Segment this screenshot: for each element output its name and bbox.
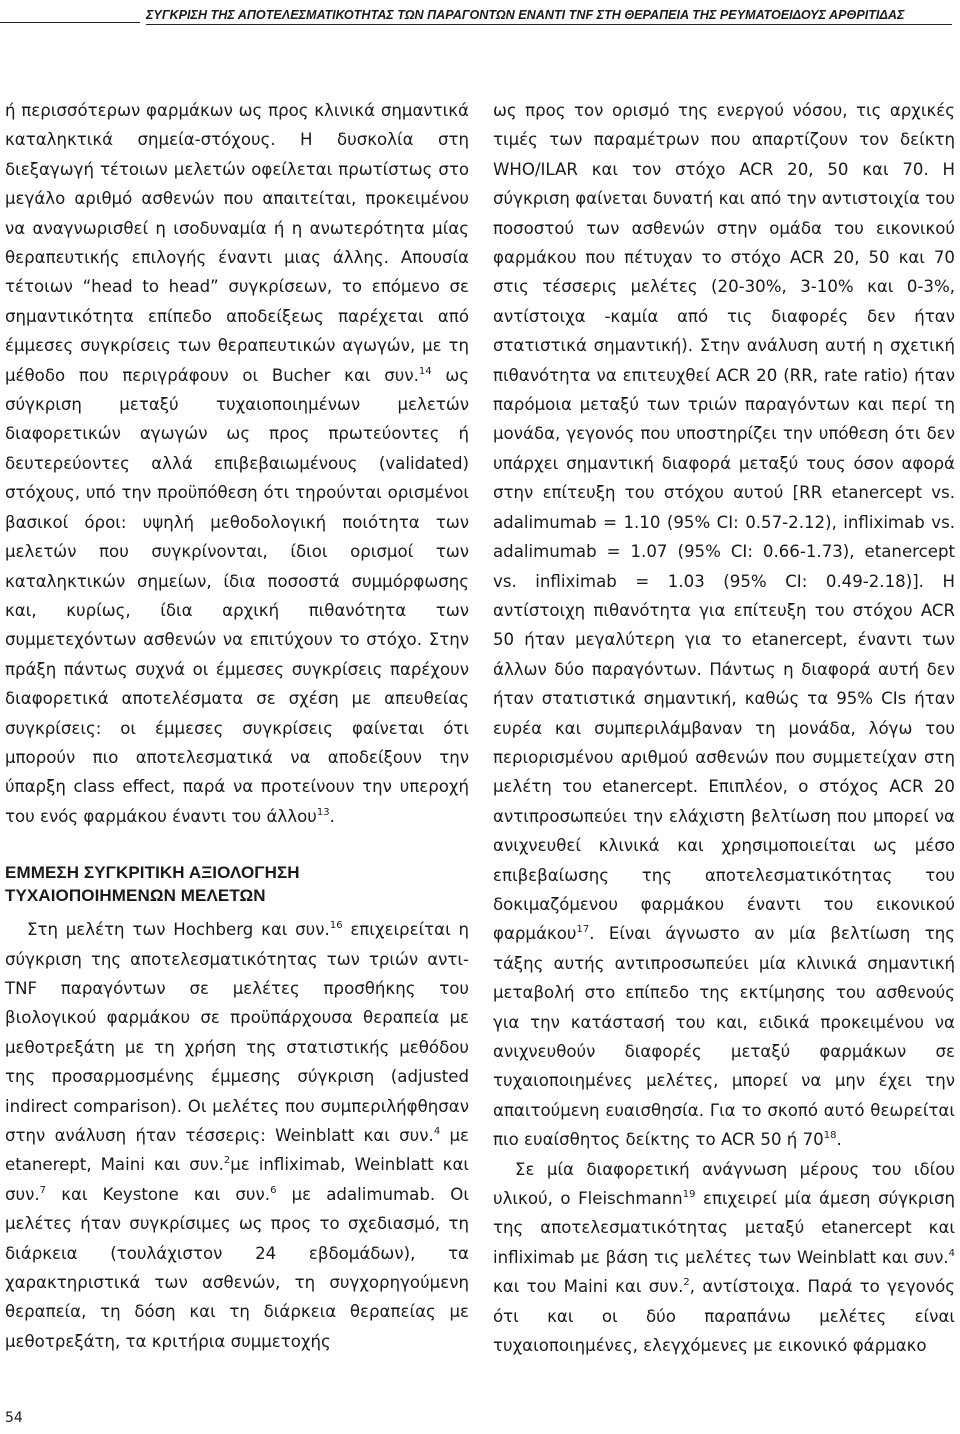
citation-ref: 14	[418, 365, 432, 377]
left-column	[5, 96, 469, 1356]
citation-ref: 2	[223, 1155, 231, 1167]
header-rule	[0, 22, 140, 23]
body-paragraph: ή περισσότερων φαρμάκων ως προς κλινικά σημαντικά καταληκτικά σημεία-στόχους. Η δυσκολία στη διεξαγωγή τέτοιων μελετών οφείλεται πρωτίστως στο μεγάλο αριθμό ασθενών που απαιτείται, προκειμένου να αναγνωρισθεί η ισοδυναμία ή η ανωτερότητα μίας θεραπευτικής επιλογής έναντι μιας άλλης. Απουσία τέτοιων “head to head” συγκρίσεων, το επόμενο σε σημαντικότητα επίπεδο αποδείξεως παρέχεται από έμμεσες συγκρίσεις των θεραπευτικών αγωγών, με τη μέθοδο που περιγράφουν οι Bucher και συν.$^{14}$ ως σύγκριση μεταξύ τυχαιοποιημένων μελετών διαφορετικών αγωγών ως προς πρωτεύοντες ή δευτερεύοντες αλλά επιβεβαιωμένους (validated) στόχους, υπό την προϋπόθεση ότι τηρούνται ορισμένοι βασικοί όροι: υψηλή μεθοδολογική ποιότητα των μελετών που συγκρίνονται, ίδιοι ορισμοί των καταληκτικών σημείων, ίδια ποσοστά συμμόρφωσης και, κυρίως, ίδια αρχική πιθανότητα των συμμετεχόντων ασθενών να επιτύχουν το στόχο. Στην πράξη πάντως συχνά οι έμμεσες συγκρίσεις παρέχουν διαφορετικά αποτελέσματα σε σχέση με απευθείας συγκρίσεις: οι έμμεσες συγκρίσεις φαίνεται ότι μπορούν πιο αποτελεσματικά να αποδείξουν την ύπαρξη class effect, παρά να προτείνουν την υπεροχή του ενός φαρμάκου έναντι του άλλου$^{13}$.	[5, 101, 469, 826]
citation-ref: 17	[576, 924, 590, 936]
body-paragraph: Στη μελέτη των Hochberg και συν.$^{16}$ επιχειρείται η σύγκριση της αποτελεσματικότητας των τριών αντι-TNF παραγόντων σε μελέτες προσθήκης του βιολογικού φαρμάκου σε προϋπάρχουσα θεραπεία με μεθοτρεξάτη με τη χρήση της στατιστικής μεθόδου της προσαρμοσμένης έμμεσης σύγκριση (adjusted indirect comparison). Οι μελέτες που συμπεριλήφθησαν στην ανάλυση ήταν τέσσερις: Weinblatt και συν.$^4$ με etanerept, Maini και συν.$^2$με infliximab, Weinblatt και συν.$^7$ και Keystone και συν.$^6$ με adalimumab. Οι μελέτες ήταν συγκρίσιμες ως προς το σχεδιασμό, τη διάρκεια (τουλάχιστον 24 εβδομάδων), τα χαρακτηριστικά των ασθενών, τη συγχορηγούμενη θεραπεία, τη δόση και τη διάρκεια θεραπείας με μεθοτρεξάτη, τα κριτήρια συμμετοχής	[5, 920, 469, 1351]
citation-ref: 4	[948, 1247, 955, 1259]
citation-ref: 19	[682, 1189, 696, 1201]
body-paragraph: ως προς τον ορισμό της ενεργού νόσου, τις αρχικές τιμές των παραμέτρων που απαρτίζουν τον δείκτη WHO/ILAR και τον στόχο ACR 20, 50 και 70. Η σύγκριση φαίνεται δυνατή και από την αντιστοιχία του ποσοστού των ασθενών στην ομάδα του εικονικού φαρμάκου που πέτυχαν το στόχο ACR 20, 50 και 70 στις τέσσερις μελέτες (20-30%, 3-10% και 0-3%, αντίστοιχα -καμία από τις διαφορές δεν ήταν στατιστικά σημαντική). Στην ανάλυση αυτή η σχετική πιθανότητα να επιτευχθεί ACR 20 (RR, rate ratio) ήταν παρόμοια μεταξύ των τριών παραγόντων και περί τη μονάδα, γεγονός που υποστηρίζει την υπόθεση ότι δεν υπάρχει σημαντική διαφορά μεταξύ τους όσον αφορά στην επίτευξη του στόχου αυτού [RR etanercept vs. adalimumab = 1.10 (95% CI: 0.57-2.12), infliximab vs. adalimumab = 1.07 (95% CI: 0.66-1.73), etanercept vs. infliximab = 1.03 (95% CI: 0.49-2.18)]. Η αντίστοιχη πιθανότητα για επίτευξη του στόχου ACR 50 ήταν μεγαλύτερη για το etanercept, έναντι των άλλων δύο παραγόντων. Πάντως η διαφορά αυτή δεν ήταν στατιστικά σημαντική, καθώς τα 95% CIs ήταν ευρέα και συμπεριλάμβαναν τη μονάδα, λόγω του περιορισμένου αριθμού ασθενών που συμμετείχαν στη μελέτη του etanercept. Επιπλέον, ο στόχος ACR 20 αντιπροσωπεύει την ελάχιστη βελτίωση που μπορεί να ανιχνευθεί κλινικά και χρησιμοποιείται ως μέσο επιβεβαίωσης της αποτελεσματικότητας του δοκιμαζόμενου φαρμάκου έναντι του εικονικού φαρμάκου$^{17}$. Είναι άγνωστο αν μία βελτίωση της τάξης αυτής αντιπροσωπεύει μία κλινικά σημαντική μεταβολή στο επίπεδο της εκτίμησης του ασθενούς για την κατάστασή του και, ειδικά προκειμένου να ανιχνευθούν διαφορές μεταξύ φαρμάκων σε τυχαιοποιημένες μελέτες, μπορεί να μην έχει την απαιτούμενη ευαισθησία. Για το σκοπό αυτό θεωρείται πιο ευαίσθητος δείκτης το ACR 50 ή $70^{18}$.	[493, 101, 955, 1150]
citation-ref: 4	[433, 1126, 441, 1137]
citation-ref: 16	[329, 920, 343, 932]
page-number: 54	[5, 1410, 23, 1426]
running-header	[0, 0, 960, 40]
running-header-title: ΣΥΓΚΡΙΣΗ ΤΗΣ ΑΠΟΤΕΛΕΣΜΑΤΙΚΟΤΗΤΑΣ ΤΩΝ ΠΑΡΑΓΟΝΤΩΝ ΕΝΑΝΤΙ TNF ΣΤΗ ΘΕΡΑΠΕΙΑ ΤΗΣ ΡΕΥΜΑΤΟΕΙΔΟΥΣ ΑΡΘΡΙΤΙΔΑΣ	[146, 8, 952, 25]
citation-ref: 18	[823, 1130, 837, 1142]
section-heading: ΕΜΜΕΣΗ ΣΥΓΚΡΙΤΙΚΗ ΑΞΙΟΛΟΓΗΣΗ ΤΥΧΑΙΟΠΟΙΗΜΕΝΩΝ ΜΕΛΕΤΩΝ	[5, 863, 300, 906]
right-column	[493, 96, 955, 1360]
body-paragraph: Σε μία διαφορετική ανάγνωση μέρους του ιδίου υλικού, ο Fleischmann$^{19}$ επιχειρεί μία άμεση σύγκριση της αποτελεσματικότητας μεταξύ etanercept και infliximab με βάση τις μελέτες των Weinblatt και συν.$^4$ και του Maini και συν.$^2$, αντίστοιχα. Παρά το γεγονός ότι και οι δύο παραπάνω μελέτες είναι τυχαιοποιημένες, ελεγχόμενες με εικονικό φάρμακο	[493, 1159, 955, 1356]
citation-ref: 2	[683, 1277, 690, 1289]
citation-ref: 13	[316, 806, 330, 818]
citation-ref: 6	[270, 1184, 277, 1196]
citation-ref: 7	[39, 1184, 47, 1196]
